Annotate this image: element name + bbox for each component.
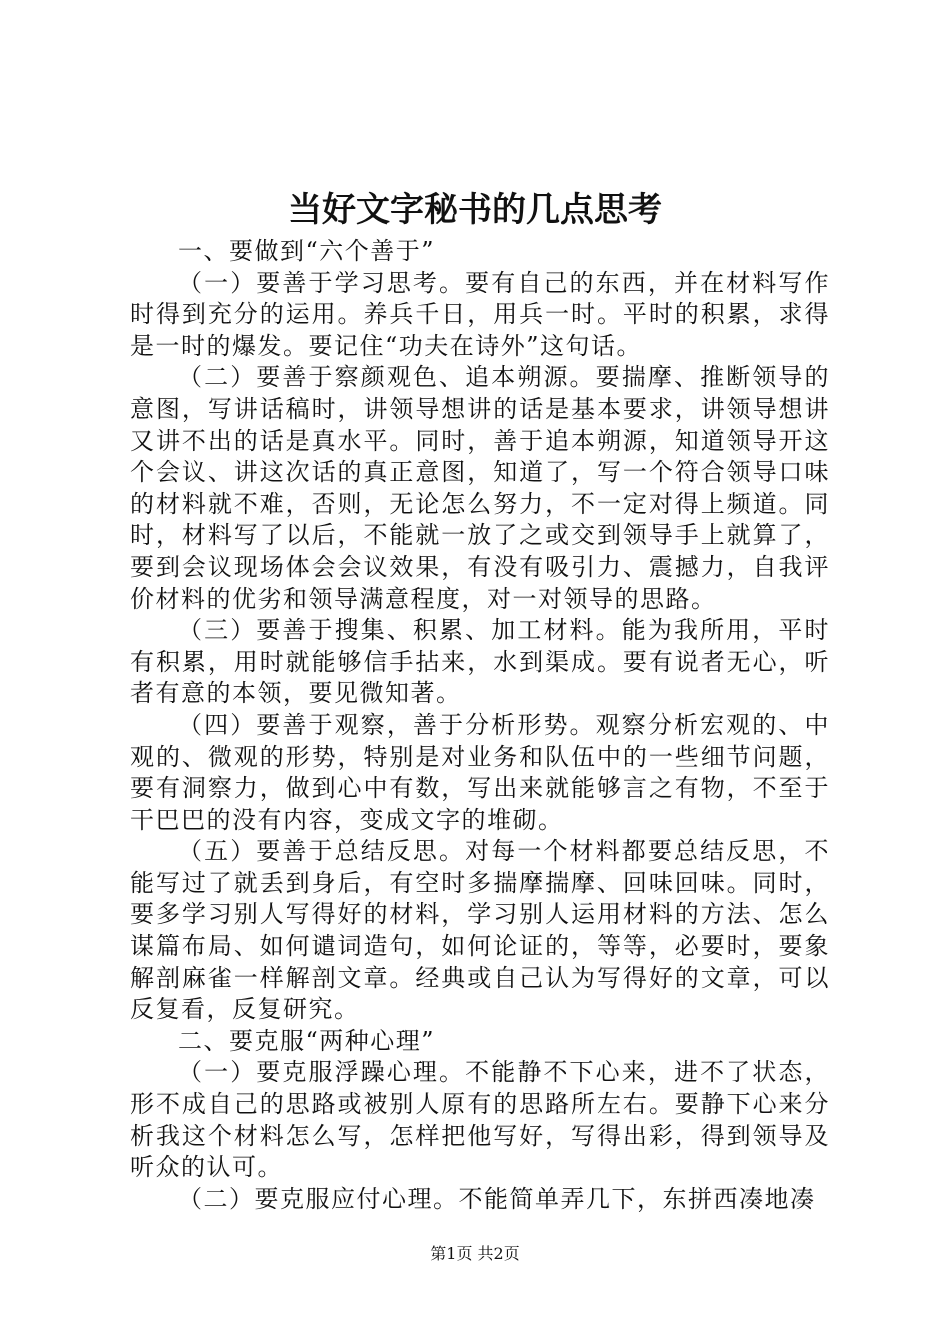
paragraph-2: （二）要善于察颜观色、追本朔源。要揣摩、推断领导的意图，写讲话稿时，讲领导想讲的话是基本要求，讲领导想讲又讲不出的话是真水平。同时，善于追本朔源，知道领导开这个会议、讲这次话的真正意图，知道了，写一个符合领导口味的材料就不难，否则，无论怎么努力，不一定对得上频道。同时，材料写了以后，不能就一放了之或交到领导手上就算了，要到会议现场体会会议效果，有没有吸引力、震撼力，自我评价材料的优劣和领导满意程度，对一对领导的思路。 bbox=[130, 363, 830, 613]
paragraph-7: （二）要克服应付心理。不能简单弄几下，东拼西凑地凑 bbox=[178, 1184, 816, 1213]
paragraph-3: （三）要善于搜集、积累、加工材料。能为我所用，平时有积累，用时就能够信手拈来，水到渠成。要有说者无心，听者有意的本领，要见微知著。 bbox=[130, 616, 830, 708]
page-footer: 第1页 共2页 bbox=[430, 1244, 520, 1263]
paragraph-5: （五）要善于总结反思。对每一个材料都要总结反思，不能写过了就丢到身后，有空时多揣摩揣摩、回味回味。同时，要多学习别人写得好的材料，学习别人运用材料的方法、怎么谋篇布局、如何谴词造句，如何论证的，等等，必要时，要象解剖麻雀一样解剖文章。经典或自己认为写得好的文章，可以反复看，反复研究。 bbox=[130, 837, 830, 1024]
paragraph-1: （一）要善于学习思考。要有自己的东西，并在材料写作时得到充分的运用。养兵千日，用兵一时。平时的积累，求得是一时的爆发。要记住“功夫在诗外”这句话。 bbox=[130, 268, 830, 360]
section-heading-1: 一、要做到“六个善于” bbox=[178, 237, 436, 265]
paragraph-4: （四）要善于观察，善于分析形势。观察分析宏观的、中观的、微观的形势，特别是对业务和队伍中的一些细节问题，要有洞察力，做到心中有数，写出来就能够言之有物，不至于干巴巴的没有内容，变成文字的堆砌。 bbox=[130, 710, 830, 834]
document-body bbox=[130, 236, 830, 1215]
document-title: 当好文字秘书的几点思考 bbox=[288, 190, 662, 230]
paragraph-6: （一）要克服浮躁心理。不能静不下心来，进不了状态，形不成自己的思路或被别人原有的思路所左右。要静下心来分析我这个材料怎么写，怎样把他写好，写得出彩，得到领导及听众的认可。 bbox=[130, 1058, 830, 1182]
section-heading-2: 二、要克服“两种心理” bbox=[178, 1026, 436, 1055]
